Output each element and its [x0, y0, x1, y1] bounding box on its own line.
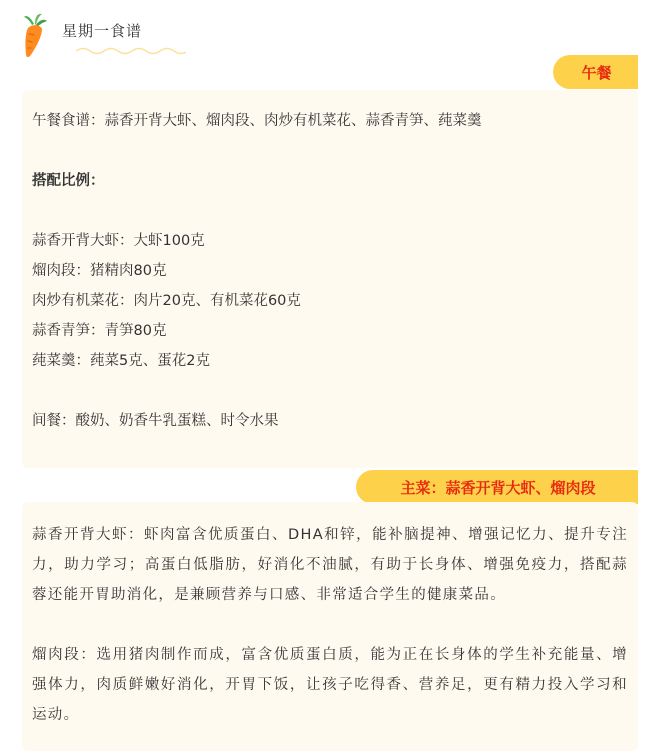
spacer: [32, 610, 628, 640]
dish-description: 蒜香开背大虾：虾肉富含优质蛋白、DHA和锌，能补脑提神、增强记忆力、提升专注力，助力学习；高蛋白低脂肪，好消化不油腻，有助于长身体、增强免疫力，搭配蒜蓉还能开胃助消化，是兼顾营养与口感、非常适合学生的健康菜品。: [32, 527, 628, 603]
spacer: [32, 136, 628, 166]
lunch-badge: 午餐: [553, 55, 638, 89]
lunch-menu-line: 午餐食谱：蒜香开背大虾、熘肉段、肉炒有机菜花、蒜香青笋、莼菜羹: [32, 113, 482, 129]
spacer: [32, 376, 628, 406]
ratio-item: 肉炒有机菜花：肉片20克、有机菜花60克: [32, 293, 301, 309]
carrot-icon: [20, 12, 50, 58]
ratio-heading: 搭配比例：: [32, 173, 105, 189]
ratio-item: 蒜香青笋：青笋80克: [32, 323, 167, 339]
page-title: 星期一食谱: [62, 22, 143, 40]
main-dish-badge: 主菜：蒜香开背大虾、熘肉段: [356, 470, 638, 504]
snack-line: 间餐：酸奶、奶香牛乳蛋糕、时令水果: [32, 413, 279, 429]
lunch-card: [22, 90, 638, 468]
ratio-item: 熘肉段：猪精肉80克: [32, 263, 167, 279]
spacer: [32, 196, 628, 226]
ratio-item: 莼菜羹：莼菜5克、蛋花2克: [32, 353, 210, 369]
ratio-item: 蒜香开背大虾：大虾100克: [32, 233, 205, 249]
main-dish-card: [22, 502, 638, 751]
title-underline-wave: [76, 46, 186, 56]
dish-description: 熘肉段：选用猪肉制作而成，富含优质蛋白质，能为正在长身体的学生补充能量、增强体力，肉质鲜嫩好消化，开胃下饭，让孩子吃得香、营养足，更有精力投入学习和运动。: [32, 647, 628, 723]
page-header: [20, 10, 220, 60]
